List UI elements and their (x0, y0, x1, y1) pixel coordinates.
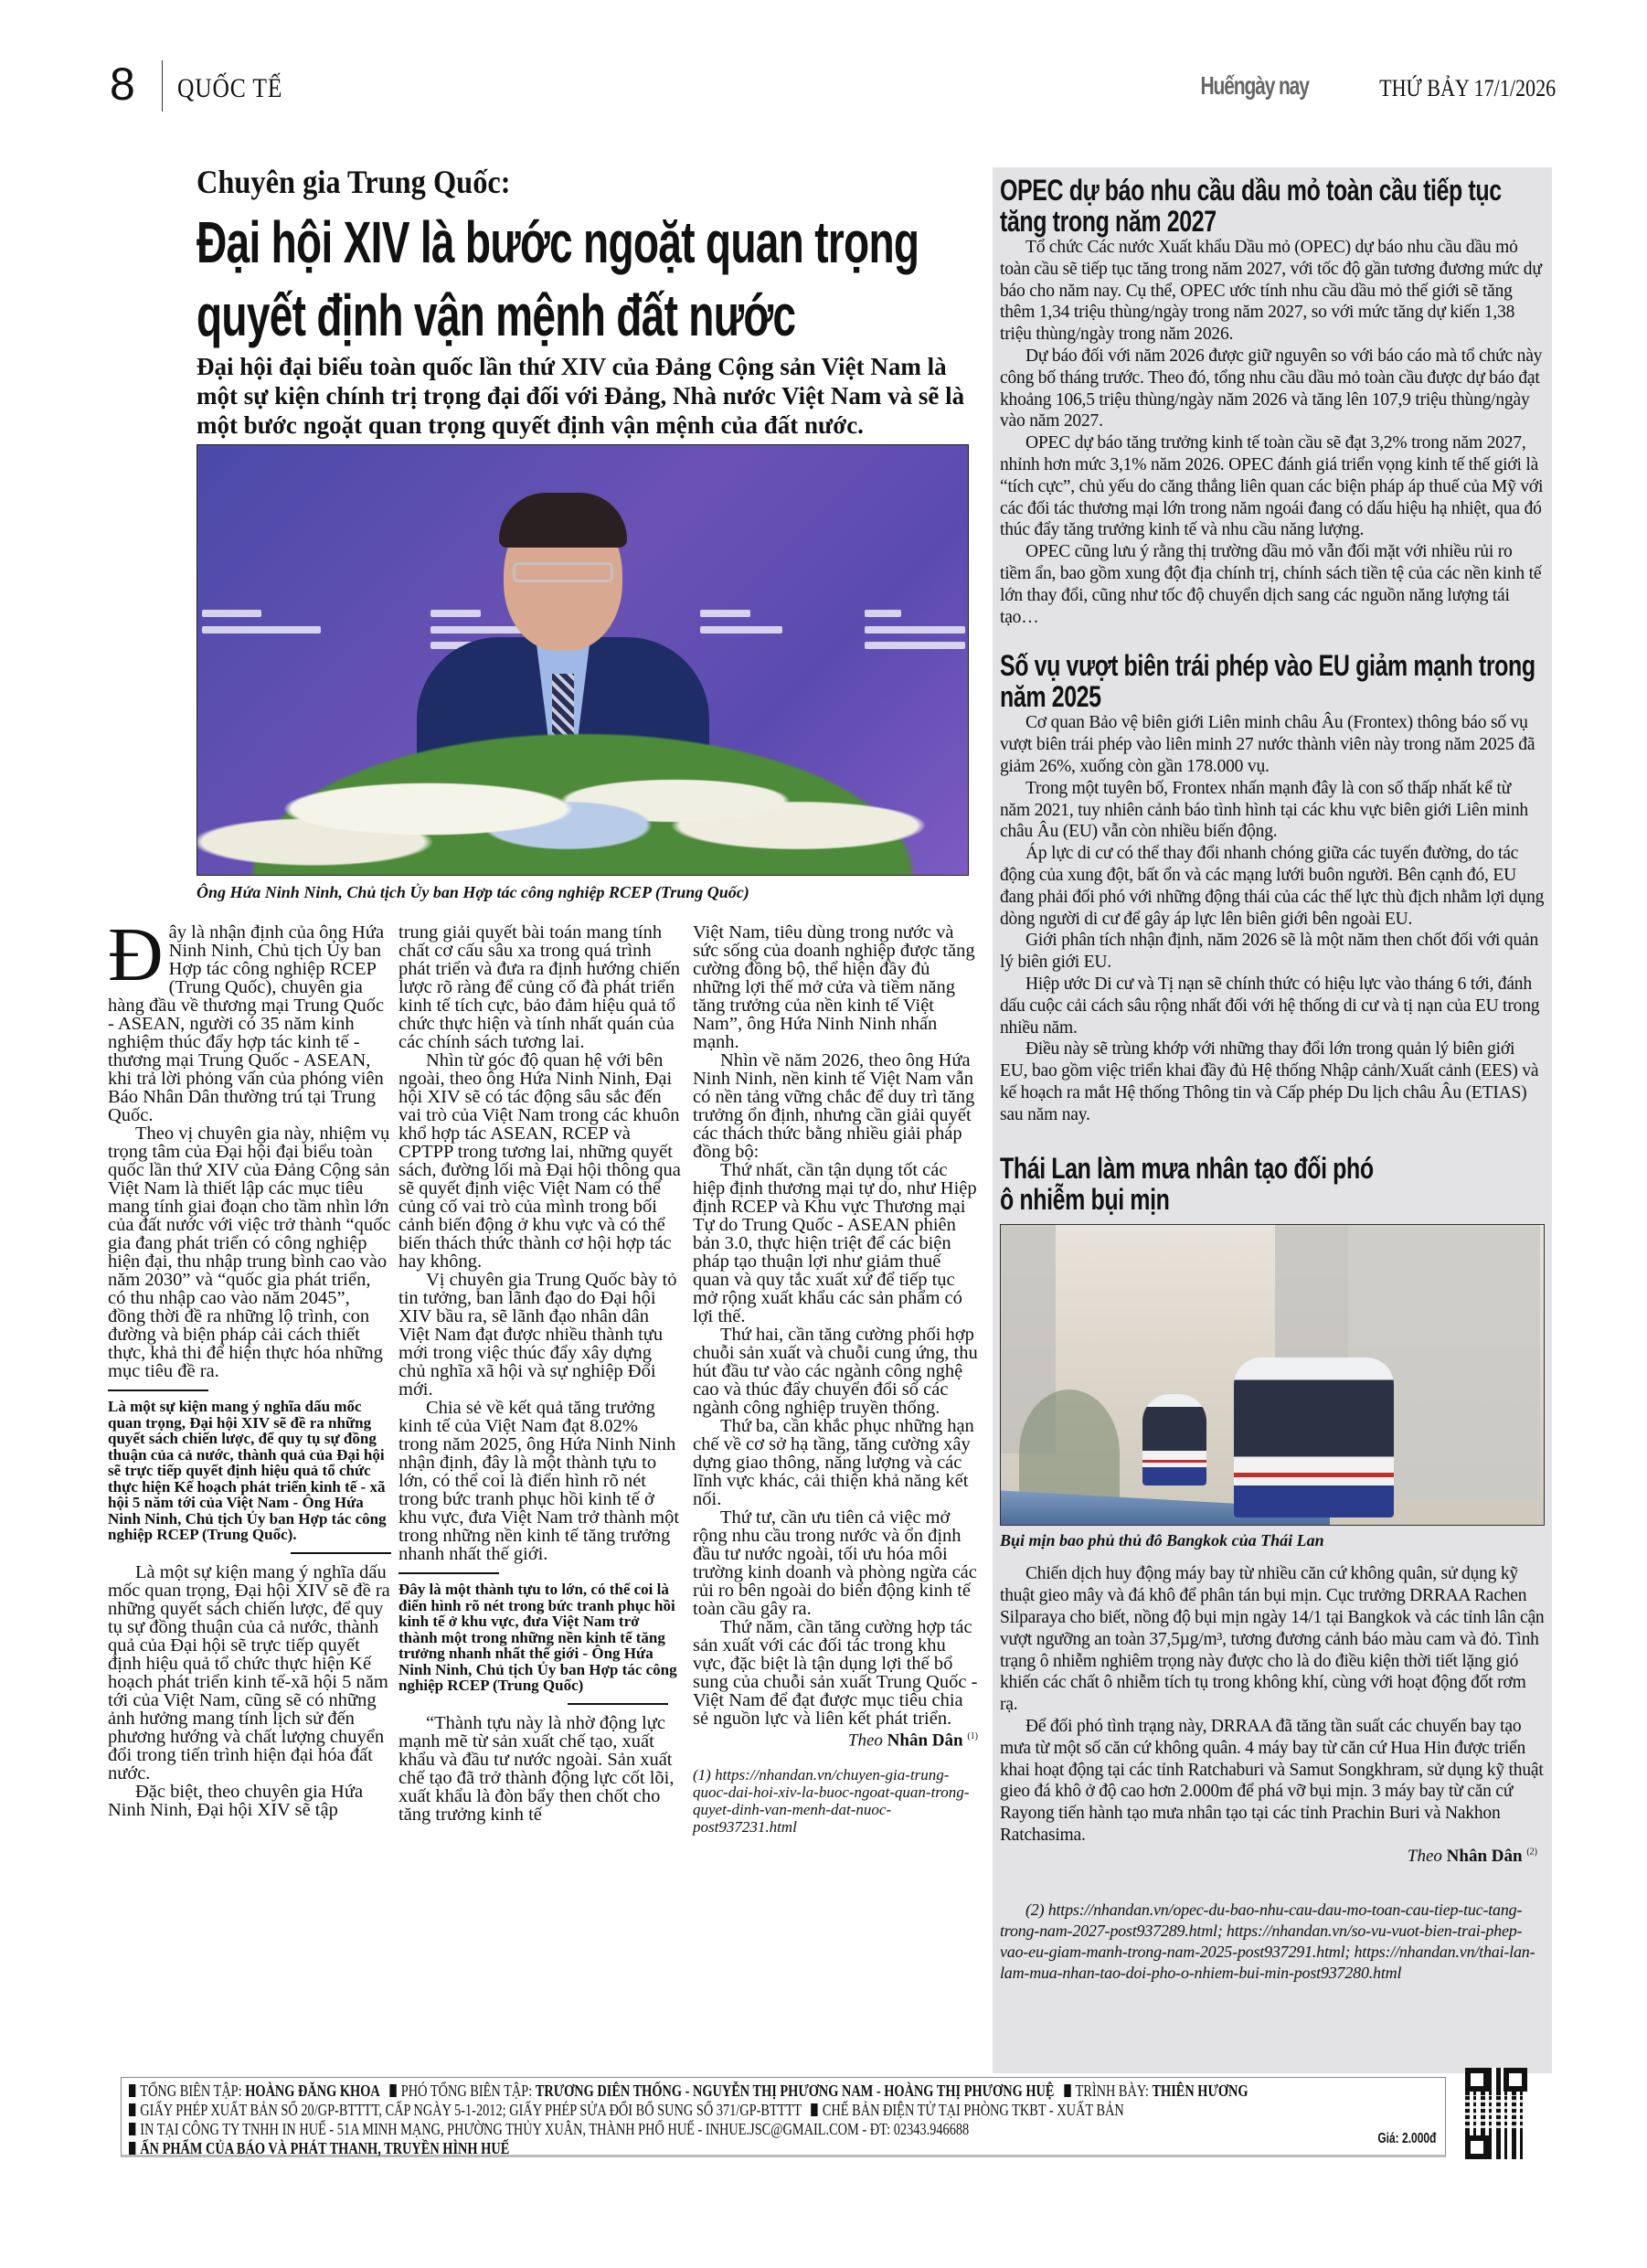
thailand-article (1000, 1153, 1545, 1866)
article-kicker: Chuyên gia Trung Quốc: (197, 164, 511, 200)
backdrop-text (202, 626, 321, 634)
bullet-icon (812, 2103, 818, 2116)
paragraph: Việt Nam, tiêu dùng trong nước và sức sống của doanh nghiệp được tăng cường đồng bộ, thể hiện đầy đủ những lợi thế mở cửa và tiềm năng tăng trưởng của nền kinh tế Việt Nam”, ông Hứa Ninh Ninh nhấn mạnh. (693, 922, 975, 1052)
eu-article (1000, 650, 1545, 1125)
paragraph: Tổ chức Các nước Xuất khẩu Dầu mỏ (OPEC) dự báo nhu cầu dầu mỏ toàn cầu sẽ tiếp tục tăng trong năm 2027, với tốc độ gần tương đương mức dự báo cho năm nay. Cụ thể, OPEC ước tính nhu cầu dầu mỏ thế giới sẽ tăng thêm 1,34 triệu thùng/ngày trong năm 2027, so với mức tăng dự kiến 1,38 triệu thùng/ngày trong năm 2026. (1000, 238, 1542, 345)
backdrop-text (865, 642, 965, 649)
drop-cap: Đ (108, 912, 164, 997)
article-headline (197, 206, 1006, 352)
paragraph: Nhìn về năm 2026, theo ông Hứa Ninh Ninh, nền kinh tế Việt Nam vẫn có nền tảng vững chắc để duy trì tăng trưởng ổn định, nhưng cần giải quyết các thách thức bằng nhiều giải pháp đồng bộ: (693, 1050, 975, 1162)
paragraph: Đặc biệt, theo chuyên gia Hứa Ninh Ninh, Đại hội XIV sẽ tập (108, 1781, 364, 1820)
paragraph: Điều này sẽ trùng khớp với những thay đổi lớn trong quản lý biên giới EU, bao gồm việc triển khai đầy đủ Hệ thống Nhập cảnh/Xuất cảnh (EES) và kế hoạch ra mắt Hệ thống Thông tin và Cấp phép Du lịch châu Âu (ETIAS) sau năm nay. (1000, 1039, 1539, 1124)
divider (108, 1390, 208, 1391)
masthead-logo: Huếngày nay (1200, 71, 1309, 100)
backdrop-text (865, 626, 965, 634)
bullet-icon (129, 2142, 135, 2155)
paragraph: OPEC dự báo tăng trưởng kinh tế toàn cầu sẽ đạt 3,2% trong năm 2027, nhỉnh hơn mức 3,1% năm 2026. OPEC đánh giá triển vọng kinh tế thế giới là “tích cực”, chủ yếu do căng thẳng liên quan các biện pháp áp thuế của Mỹ với các đối tác thương mại lớn trong năm ngoái đang có dấu hiệu hạ nhiệt, qua đó thúc đẩy tăng trưởng kinh tế và nhu cầu năng lượng. (1000, 433, 1544, 540)
imprint-line: GIẤY PHÉP XUẤT BẢN SỐ 20/GP-BTTTT, CẤP NGÀY 5-1-2012; GIẤY PHÉP SỬA ĐỔI BỔ SUNG SỐ 371/GP-BTTTT CHẾ BẢN ĐIỆN TỬ TẠI PHÒNG TKBT - XUẤT BẢN (129, 2101, 1202, 2120)
bullet-icon (129, 2084, 135, 2097)
bullet-icon (129, 2123, 135, 2135)
paragraph: Đây là nhận định của ông Hứa Ninh Ninh, Chủ tịch Ủy ban Hợp tác công nghiệp RCEP (Trung Quốc), chuyên gia hàng đầu về thương mại Trung Quốc - ASEAN, người có 35 năm kinh nghiệm thúc đẩy hợp tác kinh tế - thương mại Trung Quốc - ASEAN, khi trả lời phỏng vấn của phóng viên Báo Nhân Dân thường trú tại Trung Quốc. (108, 912, 385, 1125)
thailand-headline: Thái Lan làm mưa nhân tạo đối phó ô nhiễm bụi mịn (1000, 1152, 1374, 1217)
paragraph: Thứ ba, cần khắc phục những hạn chế về cơ sở hạ tầng, tăng cường xây dựng giao thông, năng lượng và các lĩnh vực khác, cải thiện khả năng kết nối. (693, 1416, 974, 1509)
speaker-hair (499, 493, 627, 548)
divider (291, 1552, 391, 1554)
backdrop-text (430, 610, 481, 617)
photo-caption: Ông Hứa Ninh Ninh, Chủ tịch Ủy ban Hợp tác công nghiệp RCEP (Trung Quốc) (197, 883, 749, 901)
headline-line-1: Đại hội XIV là bước ngoặt quan trọng (197, 209, 919, 275)
pull-quote: Là một sự kiện mang ý nghĩa dấu mốc quan trọng, Đại hội XIV sẽ đề ra những quyết sách chiến lược, để quy tụ sự đồng thuận của cả nước, thành quả của Đại hội sẽ trực tiếp quyết định hiệu quả tổ chức thực hiện Kế hoạch phát triển kinh tế - xã hội 5 năm tới của Việt Nam - Ông Hứa Ninh Ninh, Chủ tịch Ủy ban Hợp tác công nghiệp RCEP (Trung Quốc). (108, 1398, 387, 1543)
paragraph: trung giải quyết bài toán mang tính chất cơ cấu sâu xa trong quá trình phát triển và đưa ra định hướng chiến lược rõ ràng để củng cố đà phát triển kinh tế tích cực, bảo đảm hiệu quả tổ chức thực hiện và tính nhất quán của các chính sách tương lai. (398, 922, 681, 1052)
article-column-1 (108, 912, 391, 1820)
paragraph: Thứ tư, cần ưu tiên cả việc mở rộng nhu cầu trong nước và ổn định đầu tư nước ngoài, tối ưu hóa môi trường kinh doanh và phòng ngừa các rủi ro bên ngoài do biến động kinh tế toàn cầu gây ra. (693, 1507, 977, 1619)
page-header (110, 59, 1556, 113)
issue-date: THỨ BẢY 17/1/2026 (1378, 75, 1556, 101)
opec-article (1000, 167, 1545, 628)
article-column-2 (398, 923, 682, 1824)
paragraph: OPEC cũng lưu ý rằng thị trường dầu mỏ vẫn đối mặt với nhiều rủi ro tiềm ẩn, bao gồm xung đột địa chính trị, chính sách tiền tệ của các nền kinh tế lớn thay đổi, cũng như tốc độ chuyển dịch sang các nguồn năng lượng tái tạo… (1000, 542, 1542, 627)
opec-headline: OPEC dự báo nhu cầu dầu mỏ toàn cầu tiếp tục tăng trong năm 2027 (1000, 174, 1502, 238)
paragraph: “Thành tựu này là nhờ động lực mạnh mẽ từ sản xuất chế tạo, xuất khẩu và đầu tư nước ngoài. Sản xuất chế tạo đã trở thành động lực cốt lõi, xuất khẩu là đòn bẩy then chốt cho tăng trưởng kinh tế (398, 1712, 675, 1825)
paragraph: Theo vị chuyên gia này, nhiệm vụ trọng tâm của Đại hội đại biểu toàn quốc lần thứ XIV của Đảng Cộng sản Việt Nam là thiết lập các mục tiêu mang tính giai đoạn cho tầm nhìn lớn của đất nước với việc trở thành “quốc gia đang phát triển có công nghiệp hiện đại, thu nhập trung bình cao vào năm 2030” và “quốc gia phát triển, có thu nhập cao vào năm 2045”, đồng thời đề ra những lộ trình, con đường và biện pháp cải cách thiết thực, khả thi để hiện thực hóa những mục tiêu đề ra. (108, 1123, 391, 1381)
paragraph: Áp lực di cư có thể thay đổi nhanh chóng giữa các tuyến đường, do tác động của xung đột, bất ổn và các mạng lưới buôn người. Bên cạnh đó, EU đang phải đối phó với những động thái của các thế lực thù địch nhằm lợi dụng dòng người di cư để gây áp lực lên biên giới bên ngoài EU. (1000, 844, 1545, 929)
paragraph: Là một sự kiện mang ý nghĩa dấu mốc quan trọng, Đại hội XIV sẽ đề ra những quyết sách chiến lược, để quy tụ sự đồng thuận của cả nước, thành quả của Đại hội sẽ trực tiếp quyết định hiệu quả tổ chức thực hiện Kế hoạch phát triển kinh tế-xã hội 5 năm tới của Việt Nam, cũng sẽ có những ảnh hưởng mang tính lịch sử đến phương hướng và chất lượng chuyển đổi trong tiến trình hiện đại hóa đất nước. (108, 1561, 390, 1784)
backdrop-text (865, 610, 901, 617)
source-links[interactable]: (2) https://nhandan.vn/opec-du-bao-nhu-cau-dau-mo-toan-cau-tiep-tuc-tang-trong-nam-2027-post937289.html; https://nhandan.vn/so-vu-vuot-bien-trai-phep-vao-eu-giam-manh-trong-nam-2025-post937291.html; https://nhandan.vn/thai-lan-lam-mua-nhan-tao-doi-pho-o-nhiem-bui-min-post937280.html (1000, 1900, 1535, 1982)
imprint-line: IN TẠI CÔNG TY TNHH IN HUẾ - 51A MINH MẠNG, PHƯỜNG THỦY XUÂN, THÀNH PHỐ HUẾ - INHUE.JSC@GMAIL.COM - ĐT: 02343.946688 (129, 2120, 1202, 2139)
paragraph: Hiệp ước Di cư và Tị nạn sẽ chính thức có hiệu lực vào tháng 6 tới, đánh dấu cuộc cải cách sâu rộng nhất đối với hệ thống di cư và tị nạn của EU trong nhiều năm. (1000, 974, 1540, 1038)
source-link[interactable]: (1) https://nhandan.vn/chuyen-gia-trung-quoc-dai-hoi-xiv-la-buoc-ngoat-quan-trong-quyet-dinh-van-menh-dat-nuoc-post937231.html (693, 1766, 970, 1837)
backdrop-text (700, 626, 782, 634)
paragraph: Thứ nhất, cần tận dụng tốt các hiệp định thương mại tự do, như Hiệp định RCEP và Khu vực Thương mại Tự do Trung Quốc - ASEAN phiên bản 3.0, thực hiện triệt để các biện pháp tạo thuận lợi như giảm thuế quan và quy tắc xuất xứ để tiếp tục mở rộng xuất khẩu các sản phẩm có lợi thế. (693, 1160, 977, 1326)
imprint-line: ẤN PHẨM CỦA BÁO VÀ PHÁT THANH, TRUYỀN HÌNH HUẾ (129, 2139, 1202, 2158)
paragraph: Để đối phó tình trạng này, DRRAA đã tăng tần suất các chuyến bay tạo mưa từ một số căn cứ không quân. 4 máy bay từ căn cứ Hua Hin được triển khai hoạt động tại các tỉnh Ratchaburi và Samut Songkhram, sử dụng kỹ thuật gieo đá khô ở độ cao hơn 2.000m để phá vỡ bụi mịn. 3 máy bay từ căn cứ Rayong tiến hành tạo mưa nhân tạo tại các tỉnh Prachin Buri và Nakhon Ratchasima. (1000, 1717, 1544, 1846)
bullet-icon (390, 2084, 397, 2097)
speaker-photo (197, 444, 969, 876)
article-byline: Theo Nhân Dân $^{(1)}$ (847, 1730, 978, 1751)
paragraph: Cơ quan Bảo vệ biên giới Liên minh châu Âu (Frontex) thông báo số vụ vượt biên trái phép vào liên minh 27 nước thành viên này trong năm 2025 đã giảm 26%, xuống còn gần 178.000 vụ. (1000, 713, 1535, 776)
paragraph: Thứ năm, cần tăng cường hợp tác sản xuất với các đối tác trong khu vực, đặc biệt là tận dụng lợi thế bổ sung của chuỗi sản xuất Trung Quốc - Việt Nam để đạt được mục tiêu chia sẻ nguồn lực và liên kết phát triển. (693, 1617, 978, 1729)
headline-line-2: quyết định vận mệnh đất nước (197, 282, 796, 348)
divider (398, 1572, 499, 1574)
backdrop-text (700, 610, 750, 617)
article-column-3 (693, 923, 978, 1836)
paragraph: Nhìn từ góc độ quan hệ với bên ngoài, theo ông Hứa Ninh Ninh, Đại hội XIV sẽ có tác động sâu sắc đến vai trò của Việt Nam trong các khuôn khổ hợp tác ASEAN, RCEP và CPTPP trong tương lai, những quyết sách, đường lối mà Đại hội thông qua sẽ quyết định việc Việt Nam có thể củng cố vai trò của mình trong bối cảnh biến động ở khu vực và có thể biến thách thức thành cơ hội hợp tác hay không. (398, 1050, 681, 1272)
paragraph: Chiến dịch huy động máy bay từ nhiều căn cứ không quân, sử dụng kỹ thuật gieo mây và đá khô để phân tán bụi mịn. Cục trưởng DRRAA Rachen Silparaya cho biết, nồng độ bụi mịn ngày 14/1 tại Bangkok và các tỉnh lân cận vượt ngưỡng an toàn 37,5µg/m³, tương đương cảnh báo màu cam và đỏ. Tình trạng ô nhiễm nghiêm trọng này được cho là do điều kiện thời tiết lặng gió khiến các chất ô nhiễm tích tụ trong không khí, cùng với hoạt động đốt rơm rạ. (1000, 1564, 1545, 1715)
price-label: Giá: 2.000đ (1376, 2131, 1436, 2146)
article-lead: Đại hội đại biểu toàn quốc lần thứ XIV của Đảng Cộng sản Việt Nam là một sự kiện chính trị trọng đại đối với Đảng, Nhà nước Việt Nam và sẽ là một bước ngoặt quan trọng quyết định vận mệnh của đất nước. (197, 353, 965, 439)
eu-headline: Số vụ vượt biên trái phép vào EU giảm mạnh trong năm 2025 (1000, 649, 1535, 714)
paragraph: Giới phân tích nhận định, năm 2026 sẽ là một năm then chốt đối với quản lý biên giới EU. (1000, 931, 1538, 973)
header-divider (162, 60, 163, 112)
skytrain (1234, 1358, 1394, 1517)
paragraph: Trong một tuyên bố, Frontex nhấn mạnh đây là con số thấp nhất kể từ năm 2021, tuy nhiên cảnh báo tình hình tại các khu vực biên giới Liên minh châu Âu (EU) vẫn còn nhiều biến động. (1000, 778, 1528, 842)
pull-quote: Đây là một thành tựu to lớn, có thể coi là điển hình rõ nét trong bức tranh phục hồi kinh tế ở khu vực, đưa Việt Nam trở thành một trong những nền kinh tế tăng trưởng nhanh nhất thế giới - Ông Hứa Ninh Ninh, Chủ tịch Ủy ban Hợp tác công nghiệp RCEP (Trung Quốc) (398, 1581, 677, 1694)
podium-flowers (197, 710, 968, 875)
divider (568, 1703, 668, 1705)
imprint-box (121, 2077, 1446, 2157)
backdrop-text (202, 610, 261, 617)
page-number: 8 (110, 59, 135, 110)
bullet-icon (129, 2103, 135, 2116)
bangkok-smog-photo (1000, 1224, 1545, 1526)
paragraph: Thứ hai, cần tăng cường phối hợp chuỗi sản xuất và chuỗi cung ứng, thu hút đầu tư vào các ngành công nghệ cao và thúc đẩy chuyển đổi số các ngành công nghiệp truyền thống. (693, 1325, 978, 1418)
qr-code-icon[interactable] (1465, 2068, 1527, 2159)
photo-caption: Bụi mịn bao phủ thủ đô Bangkok của Thái Lan (1000, 1531, 1324, 1550)
news-sidebar (993, 167, 1552, 2073)
imprint-line: TỔNG BIÊN TẬP: HOÀNG ĐĂNG KHOA PHÓ TỔNG BIÊN TẬP: TRƯƠNG DIÊN THỐNG - NGUYỄN THỊ PHƯƠNG NAM - HOÀNG THỊ PHƯƠNG HUỆ TRÌNH BÀY: THIÊN HƯƠNG (129, 2082, 1202, 2101)
article-byline: Theo Nhân Dân $^{(2)}$ (1407, 1846, 1537, 1866)
paragraph: Chia sẻ về kết quả tăng trưởng kinh tế của Việt Nam đạt 8.02% trong năm 2025, ông Hứa Ninh Ninh nhận định, đây là một thành tựu to lớn, có thể coi là điển hình rõ nét trong bức tranh phục hồi kinh tế ở khu vực, đưa Việt Nam trở thành một trong những nền kinh tế tăng trưởng nhanh nhất thế giới. (398, 1398, 680, 1564)
speaker-glasses (513, 562, 613, 582)
distant-train (1142, 1394, 1206, 1485)
paragraph: Dự báo đối với năm 2026 được giữ nguyên so với báo cáo mà tổ chức này công bố tháng trước. Theo đó, tổng nhu cầu dầu mỏ toàn cầu được dự báo đạt khoảng 106,5 triệu thùng/ngày năm 2026 và tăng lên 107,9 triệu thùng/ngày vào năm 2027. (1000, 346, 1543, 431)
bullet-icon (1064, 2084, 1070, 2097)
section-name: QUỐC TẾ (177, 73, 283, 103)
paragraph: Vị chuyên gia Trung Quốc bày tỏ tin tưởng, ban lãnh đạo do Đại hội XIV bầu ra, sẽ lãnh đạo nhân dân Việt Nam đạt được nhiều thành tựu mới trong việc thúc đẩy xây dựng chủ nghĩa xã hội và sự nghiệp Đổi mới. (398, 1270, 677, 1400)
